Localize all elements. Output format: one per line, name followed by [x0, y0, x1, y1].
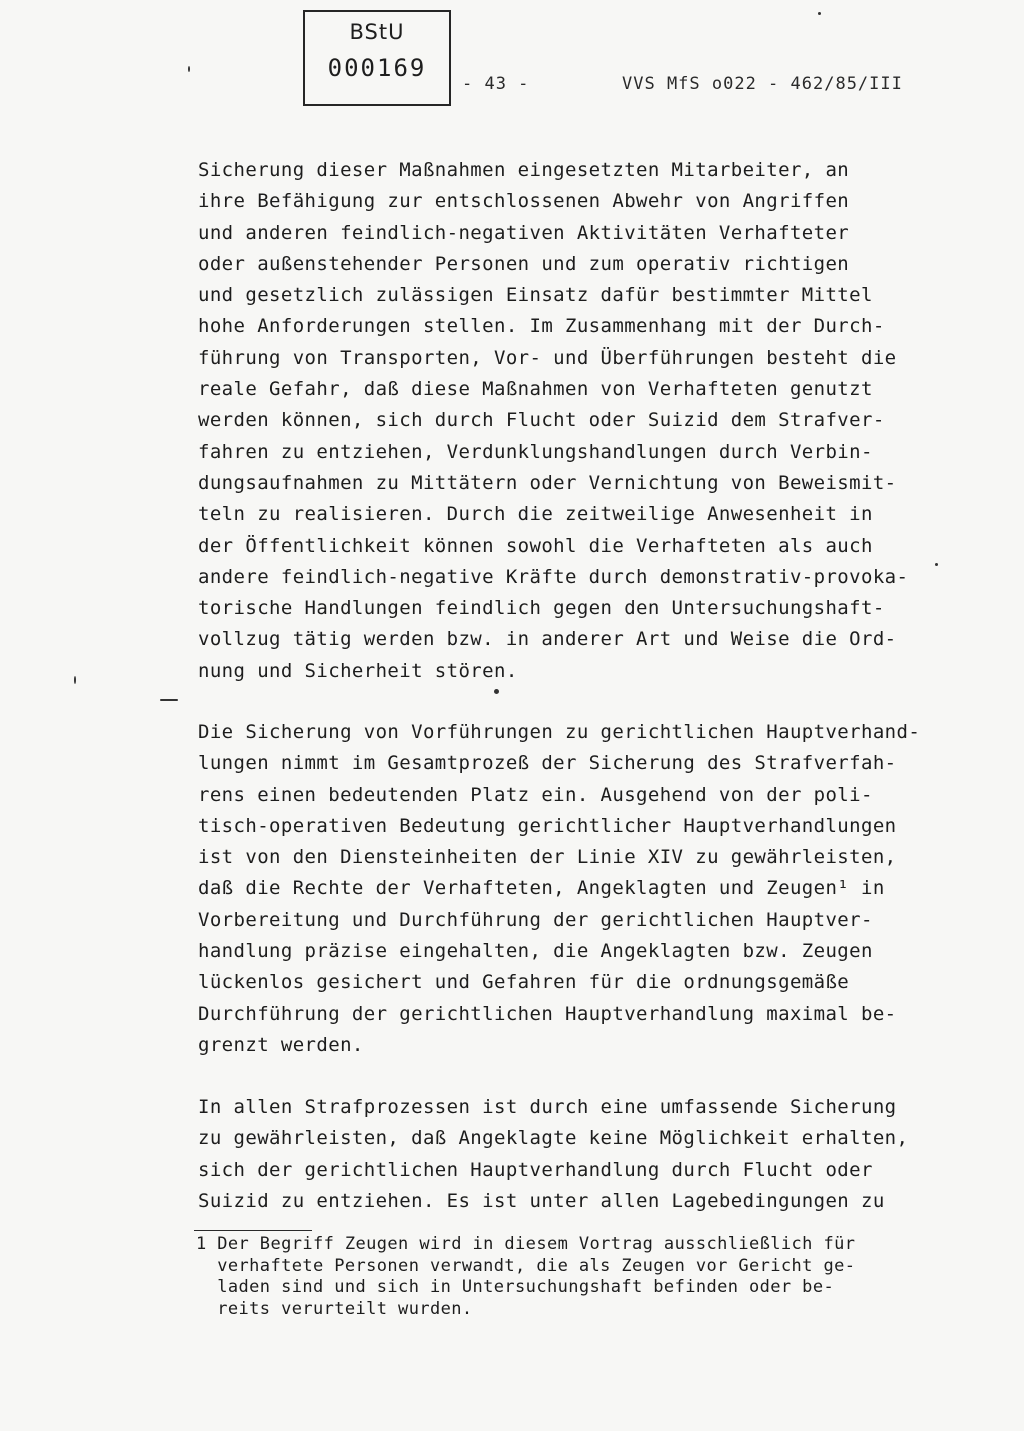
- body-paragraph-2: Die Sicherung von Vorführungen zu gerichtlichen Hauptverhand- lungen nimmt im Gesamtprozeß der Sicherung des Strafverfah- rens einen bedeutenden Platz ein. Ausgehend von der poli- tisch-operativen Bedeutung gerichtlicher Hauptverhandlungen ist von den Diensteinheiten der Linie XIV zu gewährleisten, daß die Rechte der Verhafteten, Angeklagten und Zeugen¹ in Vorbereitung und Durchführung der gerichtlichen Hauptver- handlung präzise eingehalten, die Angeklagten bzw. Zeugen lückenlos gesichert und Gefahren für die ordnungsgemäße Durchführung der gerichtlichen Hauptverhandlung maximal be- grenzt werden.: [198, 721, 921, 1056]
- body-paragraph-3: In allen Strafprozessen ist durch eine umfassende Sicherung zu gewährleisten, daß Angeklagte keine Möglichkeit erhalten, sich der gerichtlichen Hauptverhandlung durch Flucht oder Suizid zu entziehen. Es ist unter allen Lagebedingungen zu: [198, 1096, 909, 1212]
- stamp-number: 000169: [327, 54, 427, 82]
- scan-speck: [188, 66, 190, 72]
- stamp-agency: BStU: [349, 20, 405, 44]
- scan-speck: [935, 563, 938, 566]
- footnote-divider: [194, 1230, 312, 1231]
- page-number: - 43 -: [462, 74, 530, 94]
- scan-speck: [160, 699, 178, 701]
- footnote: 1 Der Begriff Zeugen wird in diesem Vortrag ausschließlich für verhaftete Personen verwandt, die als Zeugen vor Gericht ge- laden sind und sich in Untersuchungshaft befinden oder be- reits verurteilt wurden.: [196, 1234, 856, 1319]
- scan-speck: [494, 689, 499, 694]
- scan-speck: [818, 12, 821, 15]
- document-reference: VVS MfS o022 - 462/85/III: [622, 74, 903, 94]
- scan-speck: [74, 676, 76, 684]
- body-paragraph-1: Sicherung dieser Maßnahmen eingesetzten Mitarbeiter, an ihre Befähigung zur entschlossenen Abwehr von Angriffen und anderen feindlich-negativen Aktivitäten Verhafteter oder außenstehender Personen und zum operativ richtigen und gesetzlich zulässigen Einsatz dafür bestimmter Mittel hohe Anforderungen stellen. Im Zusammenhang mit der Durch- führung von Transporten, Vor- und Überführungen besteht die reale Gefahr, daß diese Maßnahmen von Verhafteten genutzt werden können, sich durch Flucht oder Suizid dem Strafver- fahren zu entziehen, Verdunklungshandlungen durch Verbin- dungsaufnahmen zu Mittätern oder Vernichtung von Beweismit- teln zu realisieren. Durch die zeitweilige Anwesenheit in der Öffentlichkeit können sowohl die Verhafteten als auch andere feindlich-negative Kräfte durch demonstrativ-provoka- torische Handlungen feindlich gegen den Untersuchungshaft- vollzug tätig werden bzw. in anderer Art und Weise die Ord- nung und Sicherheit stören.: [198, 159, 909, 682]
- archive-stamp: [303, 10, 451, 106]
